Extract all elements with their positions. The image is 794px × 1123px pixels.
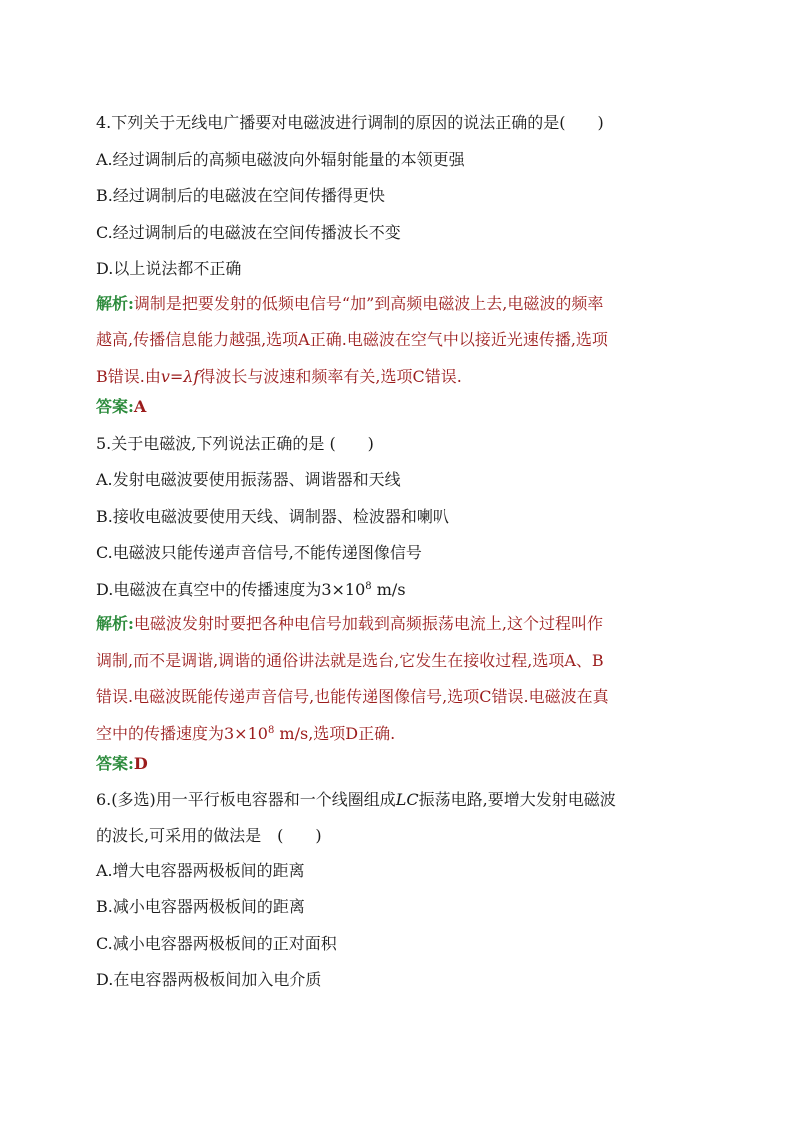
analysis-text-line-1: 调制是把要发射的低频电信号“加”到高频电磁波上去,电磁波的频率 xyxy=(133,293,604,313)
stem-line-2: 的波长,可采用的做法是 ( ) xyxy=(96,826,322,845)
option-d-exponent: 8 xyxy=(365,580,372,592)
question-4-stem: 4.下列关于无线电广播要对电磁波进行调制的原因的说法正确的是( ) xyxy=(96,113,604,132)
option-d-text: D.电磁波在真空中的传播速度为3×10 xyxy=(96,579,366,599)
analysis-label: 解析: xyxy=(96,293,134,313)
question-6-stem xyxy=(96,782,700,855)
question-5-analysis xyxy=(96,606,700,752)
question-4-option-d: D.以上说法都不正确 xyxy=(96,259,242,278)
analysis-text-line-3-post: 得波长与波速和频率有关,选项C错误. xyxy=(199,366,462,386)
document-page xyxy=(96,112,700,1006)
analysis-text-line-1: 电磁波发射时要把各种电信号加载到高频振荡电流上,这个过程叫作 xyxy=(133,614,604,633)
analysis-text-line-2: 越高,传播信息能力越强,选项A正确.电磁波在空气中以接近光速传播,选项 xyxy=(96,330,608,349)
analysis-text-line-4-post: m/s,选项D正确. xyxy=(274,723,396,743)
question-4-answer xyxy=(96,396,700,417)
question-6-option-b: B.减小电容器两极板间的距离 xyxy=(96,897,305,916)
answer-value: D xyxy=(133,754,148,773)
answer-label: 答案: xyxy=(96,397,134,416)
question-4-analysis xyxy=(96,286,700,396)
analysis-exponent: 8 xyxy=(267,724,275,736)
analysis-label: 解析: xyxy=(96,614,134,633)
question-6-option-c: C.减小电容器两极板间的正对面积 xyxy=(96,933,337,953)
question-5-stem: 5.关于电磁波,下列说法正确的是 ( ) xyxy=(96,433,374,453)
stem-lc: LC xyxy=(395,789,419,809)
question-5-answer xyxy=(96,753,700,774)
question-6-option-d: D.在电容器两极板间加入电介质 xyxy=(96,970,322,989)
question-5-option-d xyxy=(96,579,700,600)
question-5 xyxy=(96,433,700,775)
question-4-option-b: B.经过调制后的电磁波在空间传播得更快 xyxy=(96,186,385,205)
analysis-text-line-2: 调制,而不是调谐,调谐的通俗讲法就是选台,它发生在接收过程,选项A、B xyxy=(96,650,604,670)
question-5-option-c: C.电磁波只能传递声音信号,不能传递图像信号 xyxy=(96,543,422,562)
question-4-option-a: A.经过调制后的高频电磁波向外辐射能量的本领更强 xyxy=(96,149,465,169)
question-6 xyxy=(96,782,700,991)
option-d-unit: m/s xyxy=(371,579,406,599)
question-4 xyxy=(96,112,700,417)
question-5-option-b: B.接收电磁波要使用天线、调制器、检波器和喇叭 xyxy=(96,506,449,526)
question-5-option-a: A.发射电磁波要使用振荡器、调谐器和天线 xyxy=(96,470,401,489)
answer-value: A xyxy=(133,397,147,416)
analysis-text-line-3-pre: B错误.由 xyxy=(96,366,161,386)
stem-text-post: 振荡电路,要增大发射电磁波 xyxy=(418,789,616,809)
analysis-text-line-3: 错误.电磁波既能传递声音信号,也能传递图像信号,选项C错误.电磁波在真 xyxy=(96,687,609,706)
question-6-option-a: A.增大电容器两极板间的距离 xyxy=(96,860,305,880)
stem-text: 6.(多选)用一平行板电容器和一个线圈组成 xyxy=(96,789,396,809)
question-4-option-c: C.经过调制后的电磁波在空间传播波长不变 xyxy=(96,222,401,242)
analysis-text-line-4-pre: 空中的传播速度为3×10 xyxy=(96,723,268,743)
analysis-formula: v=λf xyxy=(160,366,200,386)
answer-label: 答案: xyxy=(96,754,134,773)
